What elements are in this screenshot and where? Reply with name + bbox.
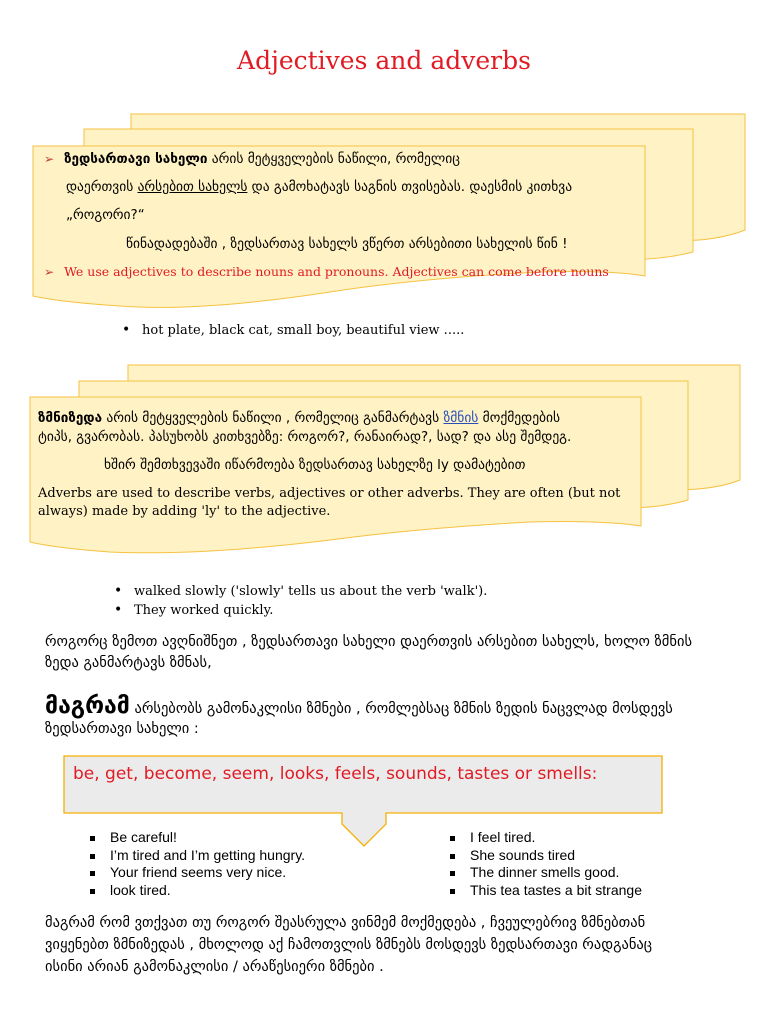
adjective-line-2-before: დაერთვის	[66, 179, 138, 195]
adjective-examples-list	[118, 321, 718, 340]
adverb-term: ზმნიზედა	[38, 410, 103, 426]
adverb-line-1-a: არის მეტყველების ნაწილი , რომელიც განმარტავს	[102, 410, 444, 426]
adverb-line-2: ტიპს, გვარობას. პასუხობს კითხვებზე: როგორ?, რანაირად?, სად? და ასე შემდეგ.	[38, 429, 572, 445]
adjective-term: ზედსართავი სახელი	[64, 151, 208, 167]
list-item: Be careful!	[84, 829, 424, 847]
magram-rest-line-1: არსებობს გამონაკლისი ზმნები , რომლებსაც ზმნის ზედის ნაცვლად მოსდევს	[129, 701, 673, 717]
adjective-line-1	[44, 151, 644, 167]
adverb-line-1	[38, 410, 638, 426]
adjective-english-text: We use adjectives to describe nouns and pronouns. Adjectives can come before nouns	[64, 264, 609, 279]
adverb-line-3: ხშირ შემთხვევაში იწარმოება ზედსართავ სახელზე ly დამატებით	[104, 457, 526, 473]
final-paragraph-line-3: ისინი არიან გამონაკლისი / არაწესიერი ზმნები .	[45, 959, 384, 975]
magram-line-2: ზედსართავი სახელი :	[45, 721, 199, 737]
list-item: look tired.	[84, 882, 424, 900]
list-item: She sounds tired	[444, 847, 744, 865]
list-item: • walked slowly ('slowly' tells us about the verb 'walk').	[110, 582, 710, 601]
callout-text: be, get, become, seem, looks, feels, sounds, tastes or smells:	[73, 764, 598, 784]
adverb-english-line-1: Adverbs are used to describe verbs, adjectives or other adverbs. They are often (but not	[38, 486, 621, 501]
adjective-line-3: „როგორი?“	[66, 207, 145, 223]
list-item: I’m tired and I’m getting hungry.	[84, 847, 424, 865]
arrow-bullet-icon: ➢	[44, 265, 55, 279]
adjective-line-2-after: და გამოხატავს საგნის თვისებას. დაესმის კითხვა	[247, 179, 573, 195]
adjective-scroll-front	[33, 146, 645, 307]
list-item: I feel tired.	[444, 829, 744, 847]
examples-left-list	[84, 829, 424, 899]
magram-line-1	[45, 693, 673, 719]
page-title: Adjectives and adverbs	[237, 46, 531, 75]
list-item: • hot plate, black cat, small boy, beautiful view .....	[118, 321, 718, 340]
adjective-line-1-text: არის მეტყველების ნაწილი, რომელიც	[207, 151, 460, 167]
adjective-line-2	[66, 179, 646, 195]
list-item: Your friend seems very nice.	[84, 864, 424, 882]
final-paragraph-line-2: ვიყენებთ ზმნიზედას , მხოლოდ აქ ჩამოთვლის ზმნებს მოსდევს ზედსართავი რადგანაც	[45, 937, 653, 953]
adverb-line-1-b: მოქმედების	[478, 410, 561, 426]
paragraph-1-line-2: ზედა განმარტავს ზმნას,	[45, 655, 212, 671]
adjective-line-4: წინადადებაში , ზედსართავ სახელს ვწერთ არსებითი სახელის წინ !	[126, 236, 568, 252]
adjective-line-2-underlined: არსებით სახელს	[137, 179, 248, 195]
arrow-bullet-icon: ➢	[44, 152, 55, 166]
adverb-english-line-2: always) made by adding 'ly' to the adjective.	[38, 504, 331, 519]
final-paragraph-line-1: მაგრამ რომ ვთქვათ თუ როგორ შეასრულა ვინმემ მოქმედება , ჩვეულებრივ ზმნებთან	[45, 915, 646, 931]
paragraph-1-line-1: როგორც ზემოთ ავღნიშნეთ , ზედსართავი სახელი დაერთვის არსებით სახელს, ხოლო ზმნის	[45, 634, 693, 650]
list-item: This tea tastes a bit strange	[444, 882, 744, 900]
examples-right-list	[444, 829, 744, 899]
list-item: • They worked quickly.	[110, 601, 710, 620]
adverb-examples-list	[110, 582, 710, 620]
list-item: The dinner smells good.	[444, 864, 744, 882]
verb-link[interactable]: ზმნის	[443, 410, 479, 426]
magram-word: მაგრამ	[45, 693, 130, 719]
adjective-english-line	[44, 264, 609, 279]
